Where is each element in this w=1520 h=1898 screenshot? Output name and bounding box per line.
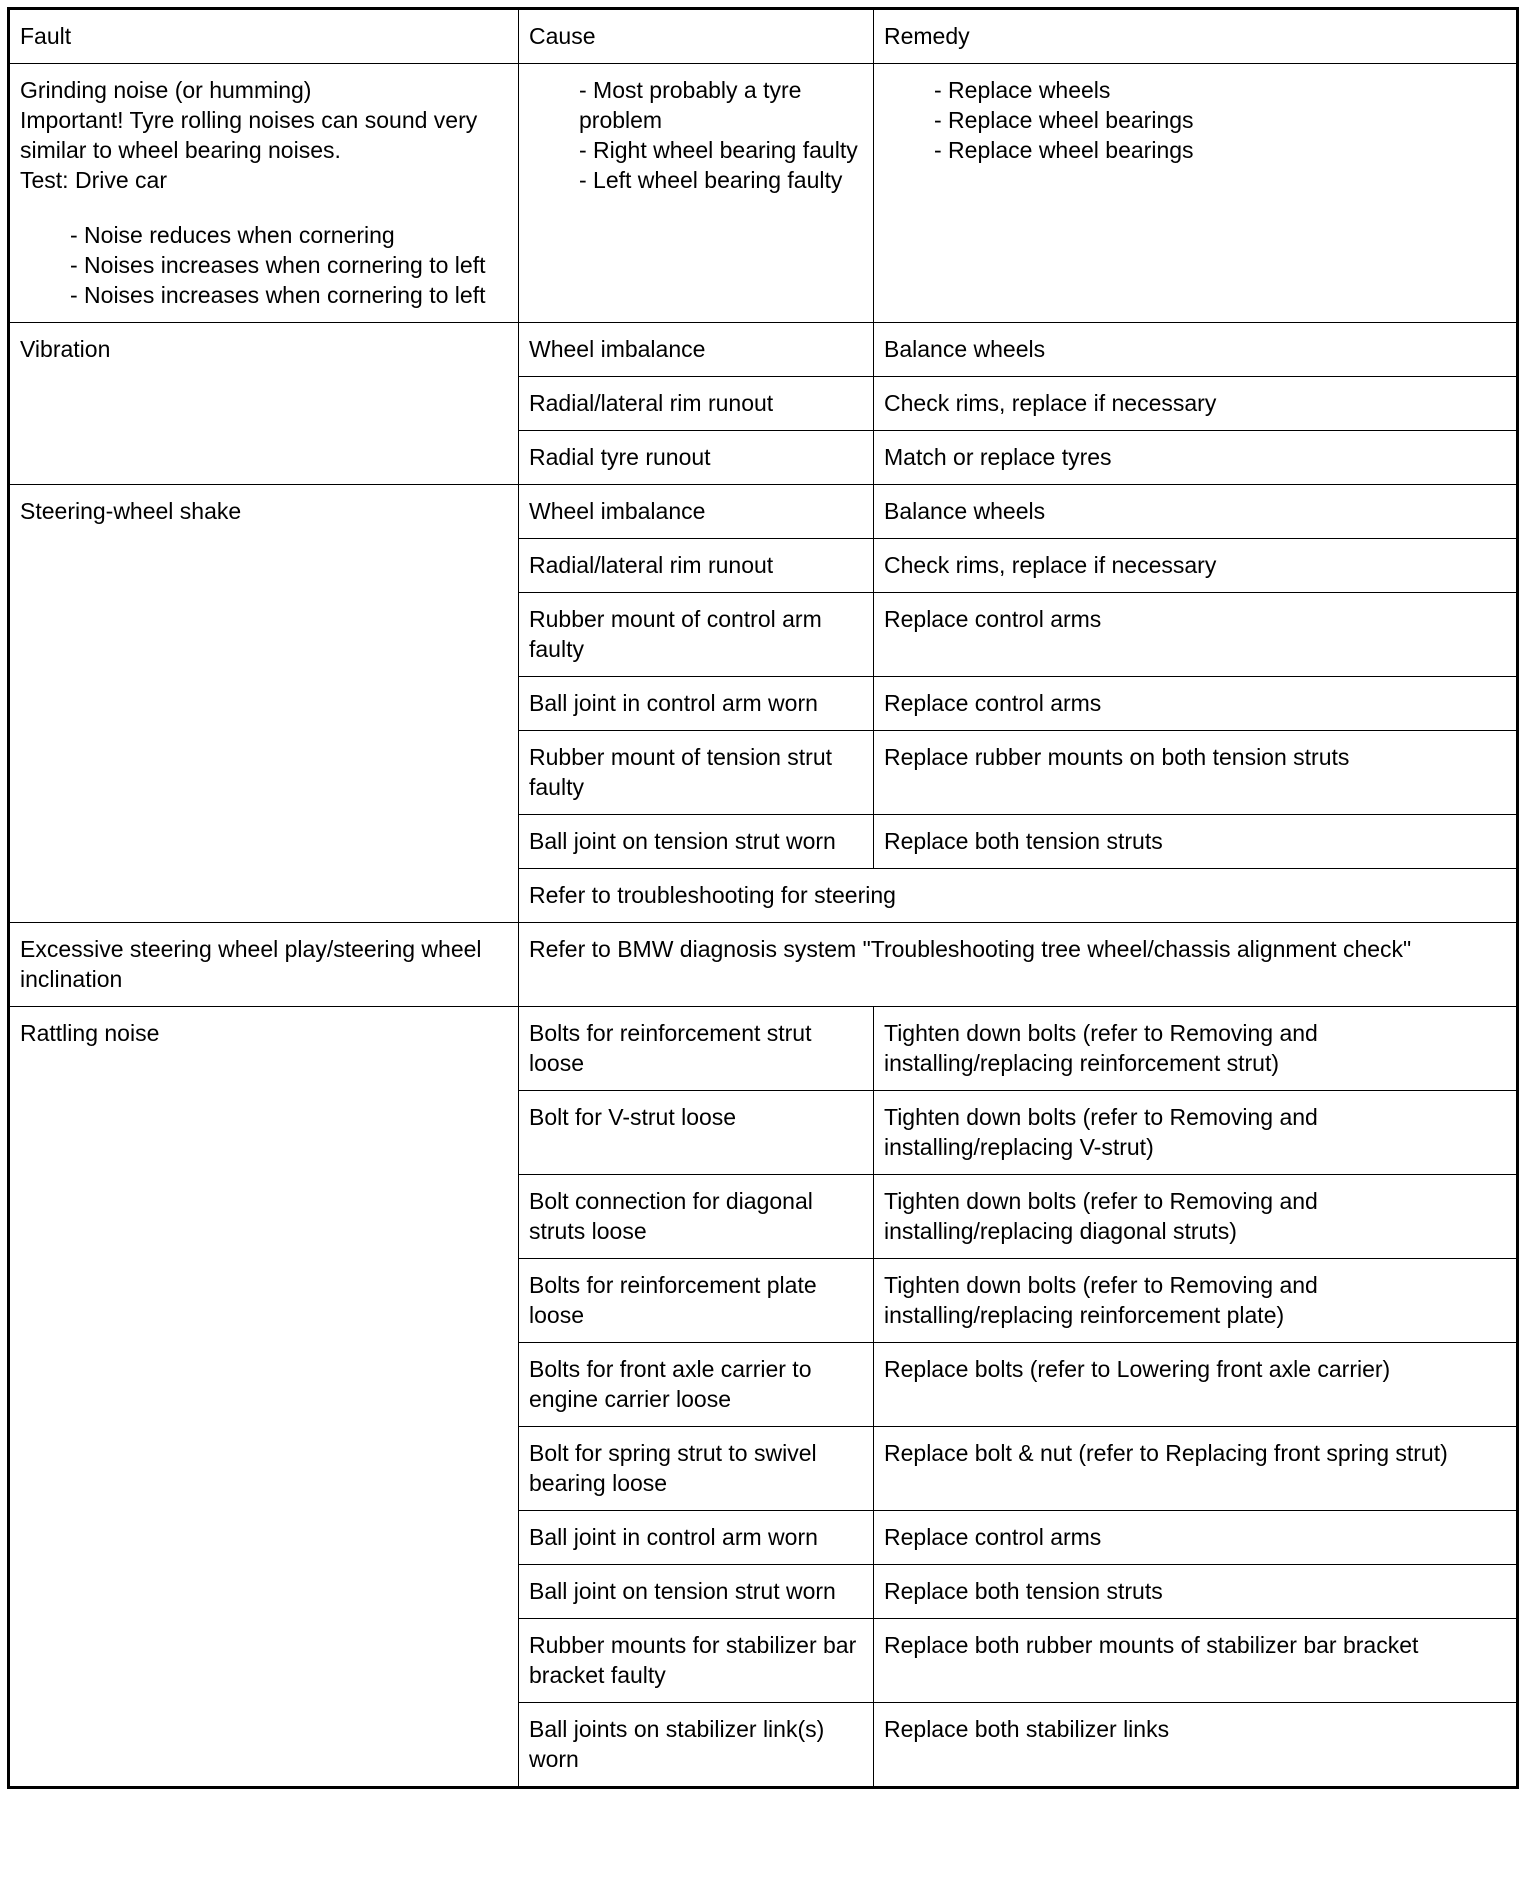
fault-cell-shake: Steering-wheel shake [9,485,519,923]
cause-cell: Bolt connection for diagonal struts loose [519,1175,874,1259]
remedy-cell: Replace control arms [874,1511,1518,1565]
remedy-cell: Tighten down bolts (refer to Removing and installing/replacing V-strut) [874,1091,1518,1175]
cause-cell: Radial/lateral rim runout [519,539,874,593]
cause-cell: Rubber mounts for stabilizer bar bracket faulty [519,1619,874,1703]
fault-cell-rattling: Rattling noise [9,1007,519,1788]
remedy-cell: Replace both rubber mounts of stabilizer bar bracket [874,1619,1518,1703]
fault-cell-play: Excessive steering wheel play/steering wheel inclination [9,923,519,1007]
fault-text: Test: Drive car [20,167,167,193]
table-row [9,1007,1518,1091]
cause-cell: Ball joint on tension strut worn [519,815,874,869]
header-cause: Cause [519,9,874,64]
span-note-cell: Refer to troubleshooting for steering [519,869,1518,923]
remedy-item: - Replace wheel bearings [934,137,1194,163]
remedy-cell [874,64,1518,323]
header-fault: Fault [9,9,519,64]
test-item: - Noise reduces when cornering [70,222,395,248]
remedy-cell: Replace bolt & nut (refer to Replacing front spring strut) [874,1427,1518,1511]
remedy-cell: Replace both tension struts [874,815,1518,869]
cause-cell: Radial/lateral rim runout [519,377,874,431]
remedy-cell: Balance wheels [874,485,1518,539]
test-item: - Noises increases when cornering to left [70,252,486,278]
remedy-cell: Replace control arms [874,677,1518,731]
cause-cell: Rubber mount of control arm faulty [519,593,874,677]
table-row [9,485,1518,539]
remedy-cell: Tighten down bolts (refer to Removing and installing/replacing reinforcement plate) [874,1259,1518,1343]
span-note-cell: Refer to BMW diagnosis system "Troubleshooting tree wheel/chassis alignment check" [519,923,1518,1007]
remedy-cell: Match or replace tyres [874,431,1518,485]
fault-cell-vibration: Vibration [9,323,519,485]
remedy-cell: Tighten down bolts (refer to Removing and installing/replacing reinforcement strut) [874,1007,1518,1091]
remedy-cell: Balance wheels [874,323,1518,377]
remedy-cell: Replace bolts (refer to Lowering front axle carrier) [874,1343,1518,1427]
cause-cell: Radial tyre runout [519,431,874,485]
cause-cell: Bolts for reinforcement strut loose [519,1007,874,1091]
cause-cell: Bolt for spring strut to swivel bearing loose [519,1427,874,1511]
header-row [9,9,1518,64]
cause-cell: Rubber mount of tension strut faulty [519,731,874,815]
remedy-list [884,75,1506,165]
fault-cell-grinding [9,64,519,323]
remedy-cell: Replace control arms [874,593,1518,677]
remedy-cell: Replace rubber mounts on both tension struts [874,731,1518,815]
remedy-cell: Check rims, replace if necessary [874,539,1518,593]
cause-list [529,75,863,195]
remedy-cell: Tighten down bolts (refer to Removing and installing/replacing diagonal struts) [874,1175,1518,1259]
cause-cell: Bolts for reinforcement plate loose [519,1259,874,1343]
test-list [20,220,508,310]
table-row [9,323,1518,377]
remedy-cell: Replace both stabilizer links [874,1703,1518,1788]
cause-cell: Bolts for front axle carrier to engine carrier loose [519,1343,874,1427]
cause-cell: Ball joints on stabilizer link(s) worn [519,1703,874,1788]
cause-item: - Left wheel bearing faulty [579,167,843,193]
table-row [9,64,1518,323]
fault-table [7,7,1519,1789]
fault-text: Important! Tyre rolling noises can sound very similar to wheel bearing noises. [20,107,478,163]
cause-item: - Right wheel bearing faulty [579,137,858,163]
remedy-item: - Replace wheel bearings [934,107,1194,133]
cause-cell: Wheel imbalance [519,323,874,377]
cause-cell: Ball joint in control arm worn [519,1511,874,1565]
remedy-cell: Check rims, replace if necessary [874,377,1518,431]
cause-cell: Ball joint on tension strut worn [519,1565,874,1619]
remedy-item: - Replace wheels [934,77,1111,103]
test-item: - Noises increases when cornering to left [70,282,486,308]
cause-cell: Ball joint in control arm worn [519,677,874,731]
cause-cell: Bolt for V-strut loose [519,1091,874,1175]
cause-item: - Most probably a tyre problem [579,77,802,133]
cause-cell [519,64,874,323]
header-remedy: Remedy [874,9,1518,64]
cause-cell: Wheel imbalance [519,485,874,539]
fault-text: Grinding noise (or humming) [20,77,312,103]
remedy-cell: Replace both tension struts [874,1565,1518,1619]
table-row [9,923,1518,1007]
